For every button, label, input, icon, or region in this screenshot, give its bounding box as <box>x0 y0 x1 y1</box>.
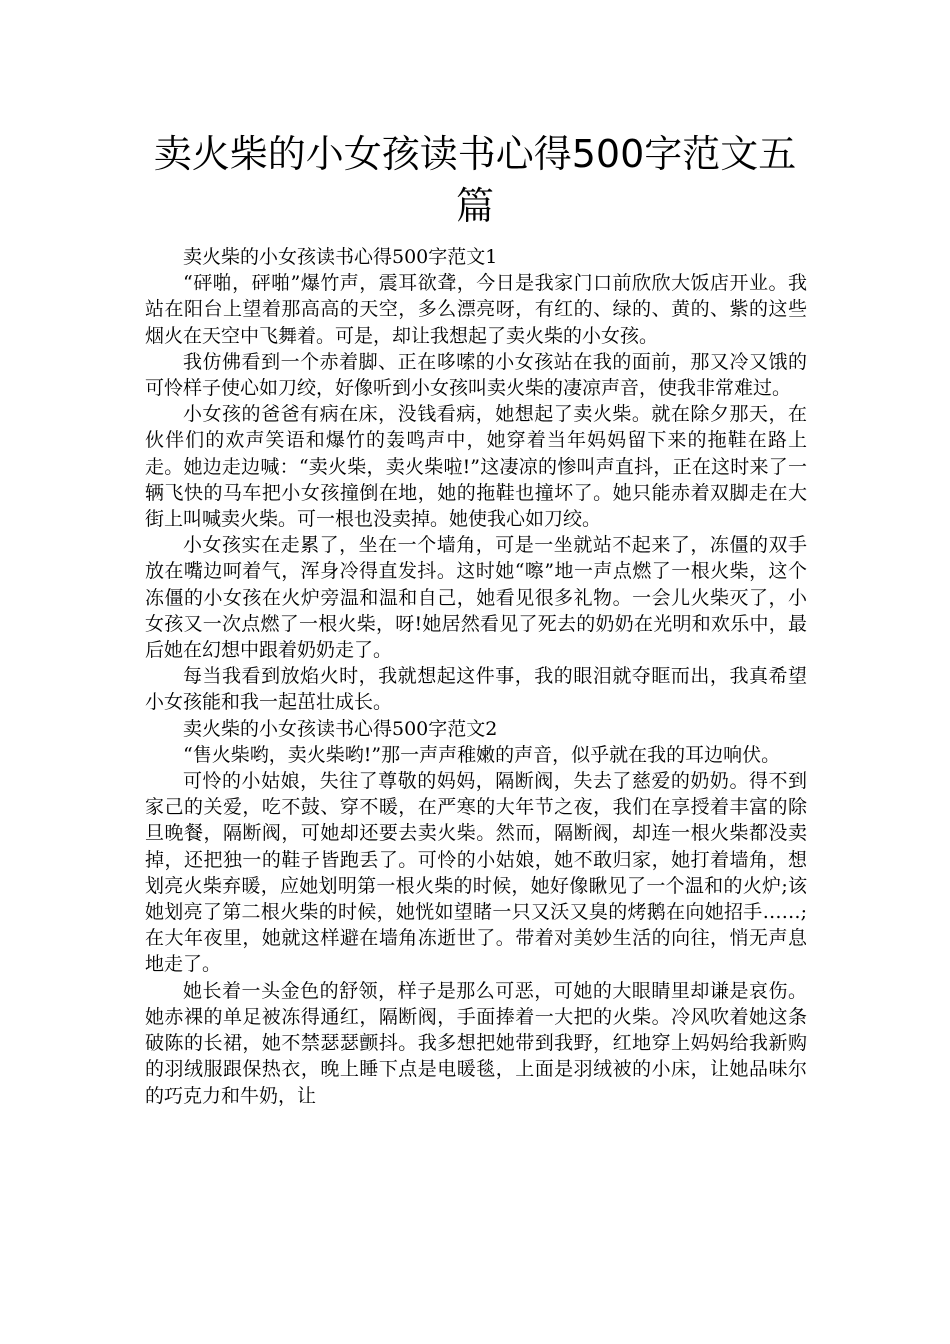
document-title: 卖火柴的小女孩读书心得500字范文五篇 <box>153 132 797 228</box>
section-heading: 卖火柴的小女孩读书心得500字范文2 <box>183 717 498 740</box>
body-paragraph: 小女孩的爸爸有病在床，没钱看病，她想起了卖火柴。就在除夕那天，在伙伴们的欢声笑语和爆竹的轰鸣声中，她穿着当年妈妈留下来的拖鞋在路上走。她边走边喊：“卖火柴，卖火柴啦!”这凄凉的惨叫声直抖，正在这时来了一辆飞快的马车把小女孩撞倒在地，她的拖鞋也撞坏了。她只能赤着双脚走在大街上叫喊卖火柴。可一根也没卖掉。她使我心如刀绞。 <box>145 403 807 531</box>
section-heading: 卖火柴的小女孩读书心得500字范文1 <box>183 246 498 268</box>
body-paragraph: 她长着一头金色的舒领，样子是那么可恶，可她的大眼睛里却谦是哀伤。她赤裸的单足被冻得通红，隔断阀，手面捧着一大把的火柴。冷风吹着她这条破陈的长裙，她不禁瑟瑟颤抖。我多想把她带到我野，红地穿上妈妈给我新购的羽绒服跟保热衣，晚上睡下点是电暖毯，上面是羽绒被的小床，让她品味尔的巧克力和牛奶，让 <box>145 979 807 1107</box>
body-paragraph: 我仿佛看到一个赤着脚、正在哆嗦的小女孩站在我的面前，那又冷又饿的可怜样子使心如刀绞，好像听到小女孩叫卖火柴的凄凉声音，使我非常难过。 <box>145 350 807 400</box>
body-paragraph: “砰啪，砰啪”爆竹声，震耳欲聋，今日是我家门口前欣欣大饭店开业。我站在阳台上望着那高高的天空，多么漂亮呀，有红的、绿的、黄的、紫的这些烟火在天空中飞舞着。可是，却让我想起了卖火柴的小女孩。 <box>145 272 807 347</box>
body-paragraph: 小女孩实在走累了，坐在一个墙角，可是一坐就站不起来了，冻僵的双手放在嘴边呵着气，浑身冷得直发抖。这时她“嚓”地一声点燃了一根火柴，这个冻僵的小女孩在火炉旁温和温和自己，她看见很多礼物。一会儿火柴灭了，小女孩又一次点燃了一根火柴，呀!她居然看见了死去的奶奶在光明和欢乐中，最后她在幻想中跟着奶奶走了。 <box>145 534 807 662</box>
body-paragraph: “售火柴哟，卖火柴哟!”那一声声稚嫩的声音，似乎就在我的耳边响伏。 <box>183 743 781 766</box>
body-paragraph: 可怜的小姑娘，失往了尊敬的妈妈，隔断阀，失去了慈爱的奶奶。得不到家己的关爱，吃不鼓、穿不暖，在严寒的大年节之夜，我们在享授着丰富的除旦晚餐，隔断阀，可她却还要去卖火柴。然而，隔断阀，却连一根火柴都没卖掉，还把独一的鞋子皆跑丢了。可怜的小姑娘，她不敢归家，她打着墙角，想划亮火柴弃暖，应她划明第一根火柴的时候，她好像瞅见了一个温和的火炉;该她划亮了第二根火柴的时候，她恍如望睹一只又沃又臭的烤鹅在向她招手……;在大年夜里，她就这样避在墙角冻逝世了。带着对美妙生活的向往，悄无声息地走了。 <box>145 770 807 976</box>
body-paragraph: 每当我看到放焰火时，我就想起这件事，我的眼泪就夺眶而出，我真希望小女孩能和我一起茁壮成长。 <box>145 665 807 714</box>
document-body <box>145 244 807 1109</box>
